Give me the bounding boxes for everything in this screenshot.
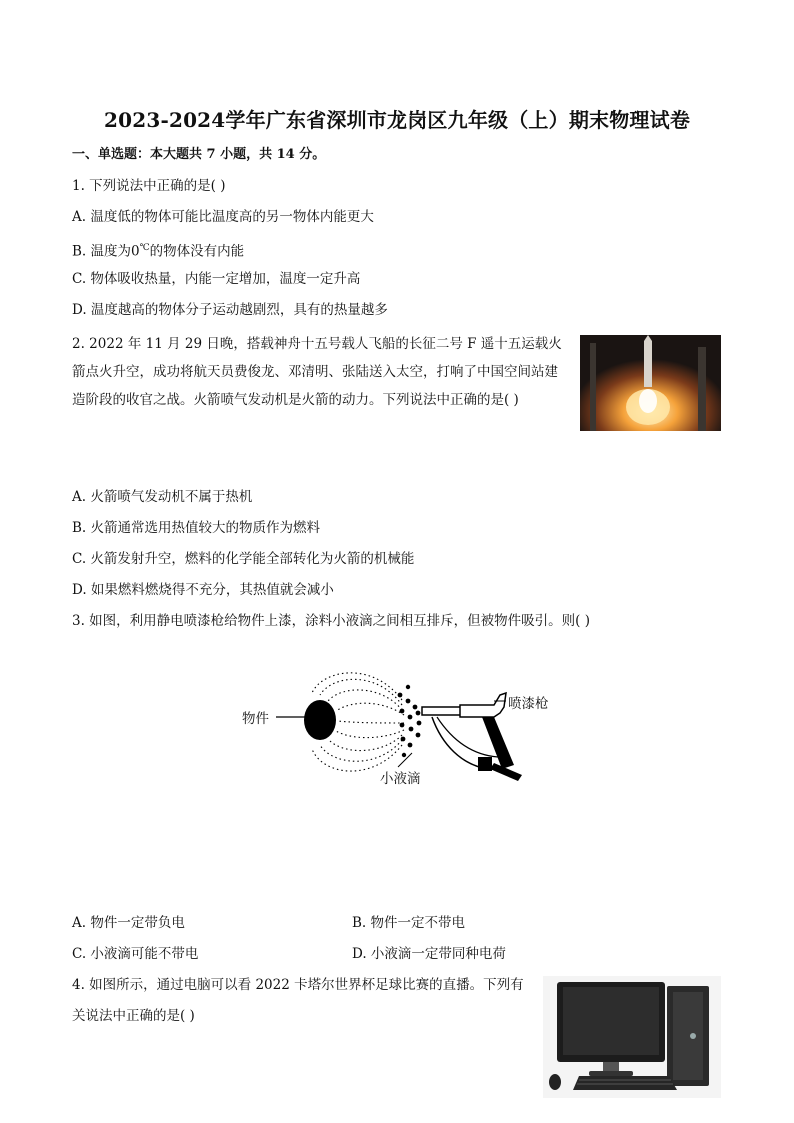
label-droplet: 小液滴	[380, 771, 421, 787]
q3-option-b: B. 物件一定不带电	[352, 915, 466, 931]
q3-option-c: C. 小液滴可能不带电	[72, 946, 199, 962]
q1-stem: 1. 下列说法中正确的是( )	[72, 178, 226, 194]
q2-option-c: C. 火箭发射升空，燃料的化学能全部转化为火箭的机械能	[72, 551, 415, 567]
object-ball	[304, 700, 336, 740]
droplets	[398, 685, 422, 757]
page-title: 2023-2024学年广东省深圳市龙岗区九年级（上）期末物理试卷	[103, 108, 691, 132]
label-spray-gun: 喷漆枪	[508, 696, 549, 712]
label-object: 物件	[242, 711, 269, 727]
q2-stem: 2. 2022 年 11 月 29 日晚，搭载神舟十五号载人飞船的长征二号 F 遥十五运载火箭点火升空，成功将航天员费俊龙、邓清明、张陆送入太空，打响了中国空间站建造阶段的收官之战。火箭喷气发动机是火箭的动力。下列说法中正确的是( )	[72, 336, 562, 408]
q3-stem: 3. 如图，利用静电喷漆枪给物件上漆，涂料小液滴之间相互排斥，但被物件吸引。则( )	[72, 613, 590, 629]
rocket-launch-photo	[580, 335, 721, 431]
q2-option-a: A. 火箭喷气发动机不属于热机	[72, 489, 253, 505]
q2-option-d: D. 如果燃料燃烧得不充分，其热值就会减小	[72, 582, 334, 598]
q1-option-d: D. 温度越高的物体分子运动越剧烈，具有的热量越多	[72, 302, 388, 318]
q1-option-a: A. 温度低的物体可能比温度高的另一物体内能更大	[72, 209, 374, 225]
q3-option-d: D. 小液滴一定带同种电荷	[352, 946, 506, 962]
q4-stem-line2: 关说法中正确的是( )	[72, 1008, 195, 1024]
q1-option-b-post: 的物体没有内能	[149, 243, 245, 260]
computer-photo	[543, 976, 721, 1098]
q3-option-a: A. 物件一定带负电	[72, 915, 185, 931]
q1-option-b	[72, 239, 244, 261]
celsius-unit: ℃	[139, 243, 150, 253]
section-heading: 一、单选题：本大题共 7 小题，共 14 分。	[72, 147, 326, 162]
q2-option-b: B. 火箭通常选用热值较大的物质作为燃料	[72, 520, 321, 536]
q4-stem-line1: 4. 如图所示，通过电脑可以看 2022 卡塔尔世界杯足球比赛的直播。下列有	[72, 977, 524, 993]
spray-gun	[422, 693, 522, 781]
q1-option-c: C. 物体吸收热量，内能一定增加，温度一定升高	[72, 271, 361, 287]
q1-option-b-pre: B. 温度为0	[72, 243, 140, 260]
